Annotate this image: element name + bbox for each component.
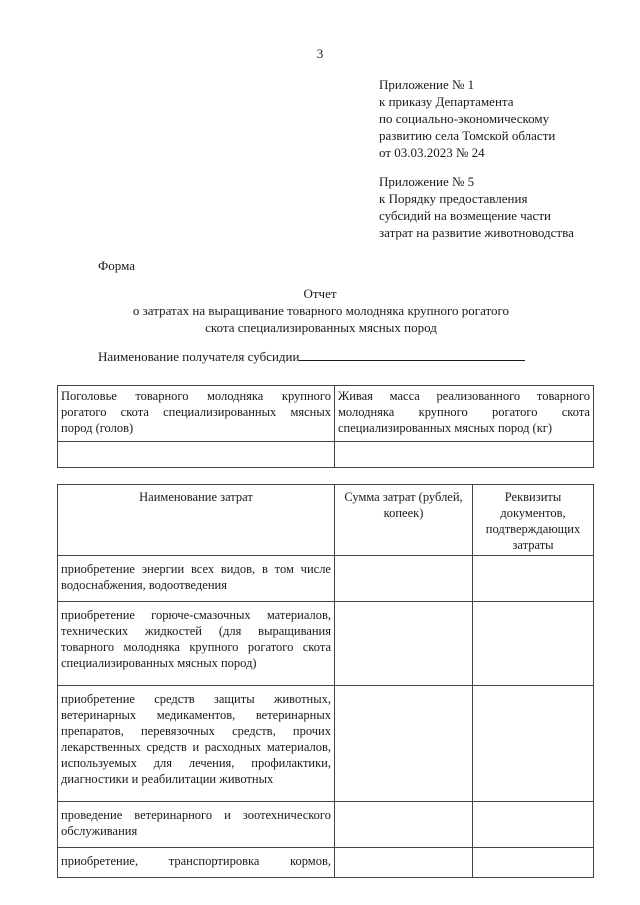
appendix-1-line: от 03.03.2023 № 24 [379,145,485,160]
document-details-cell[interactable] [473,848,594,878]
livestock-table [57,385,594,468]
table-row [58,848,594,878]
table-row [58,802,594,848]
appendix-1-block [379,76,555,161]
report-subtitle-line: о затратах на выращивание товарного молодняка крупного рогатого [132,303,510,318]
page-number: 3 [316,46,324,61]
recipient-blank-line[interactable] [299,348,525,361]
appendix-1-line: развитию села Томской области [379,128,556,143]
input-cell-live-weight[interactable] [335,442,594,468]
header-cell-cost-amount: Сумма затрат (рублей, копеек) [335,485,473,556]
header-cell-live-weight: Живая масса реализованного товарного молодняка крупного рогатого скота специализированных мясных пород (кг) [335,386,594,442]
cost-amount-cell[interactable] [335,556,473,602]
header-cell-documents: Реквизиты документов, подтверждающих затраты [473,485,594,556]
cost-name-cell: приобретение энергии всех видов, в том числе водоснабжения, водоотведения [58,556,335,602]
cost-amount-cell[interactable] [335,686,473,802]
input-cell-headcount[interactable] [58,442,335,468]
costs-table [57,484,594,878]
document-details-cell[interactable] [473,602,594,686]
table-row [58,686,594,802]
appendix-1-line: по социально-экономическому [379,111,550,126]
cost-name-cell: приобретение средств защиты животных, ветеринарных медикаментов, ветеринарных препаратов, перевязочных средств, прочих лекарственных средств и расходных материалов, используемых для лечения, профилактики, диагностики и реабилитации животных [58,686,335,802]
appendix-5-line: Приложение № 5 [379,174,475,189]
table-header-row [58,485,594,556]
cost-name-cell: приобретение горюче-смазочных материалов, технических жидкостей (для выращивания товарного молодняка крупного рогатого скота специализированных мясных пород) [58,602,335,686]
table-row [58,442,594,468]
table-row [58,386,594,442]
report-title-block [0,285,640,336]
appendix-1-line: Приложение № 1 [379,77,475,92]
cost-name-cell: проведение ветеринарного и зоотехнического обслуживания [58,802,335,848]
document-details-cell[interactable] [473,802,594,848]
header-cell-cost-name: Наименование затрат [58,485,335,556]
document-details-cell[interactable] [473,686,594,802]
cost-name-cell: приобретение, транспортировка кормов, [58,848,335,878]
form-label: Форма [98,258,135,273]
appendix-5-line: затрат на развитие животноводства [379,225,574,240]
appendix-5-block [379,173,574,241]
appendix-1-line: к приказу Департамента [379,94,514,109]
report-title: Отчет [303,286,337,301]
report-subtitle-line: скота специализированных мясных пород [205,320,437,335]
cost-amount-cell[interactable] [335,802,473,848]
recipient-field [98,348,525,365]
cost-amount-cell[interactable] [335,848,473,878]
recipient-label: Наименование получателя субсидии [98,349,300,364]
appendix-5-line: субсидий на возмещение части [379,208,551,223]
cost-amount-cell[interactable] [335,602,473,686]
appendix-5-line: к Порядку предоставления [379,191,528,206]
table-row [58,602,594,686]
document-details-cell[interactable] [473,556,594,602]
header-cell-headcount: Поголовье товарного молодняка крупного рогатого скота специализированных мясных пород (голов) [58,386,335,442]
table-row [58,556,594,602]
